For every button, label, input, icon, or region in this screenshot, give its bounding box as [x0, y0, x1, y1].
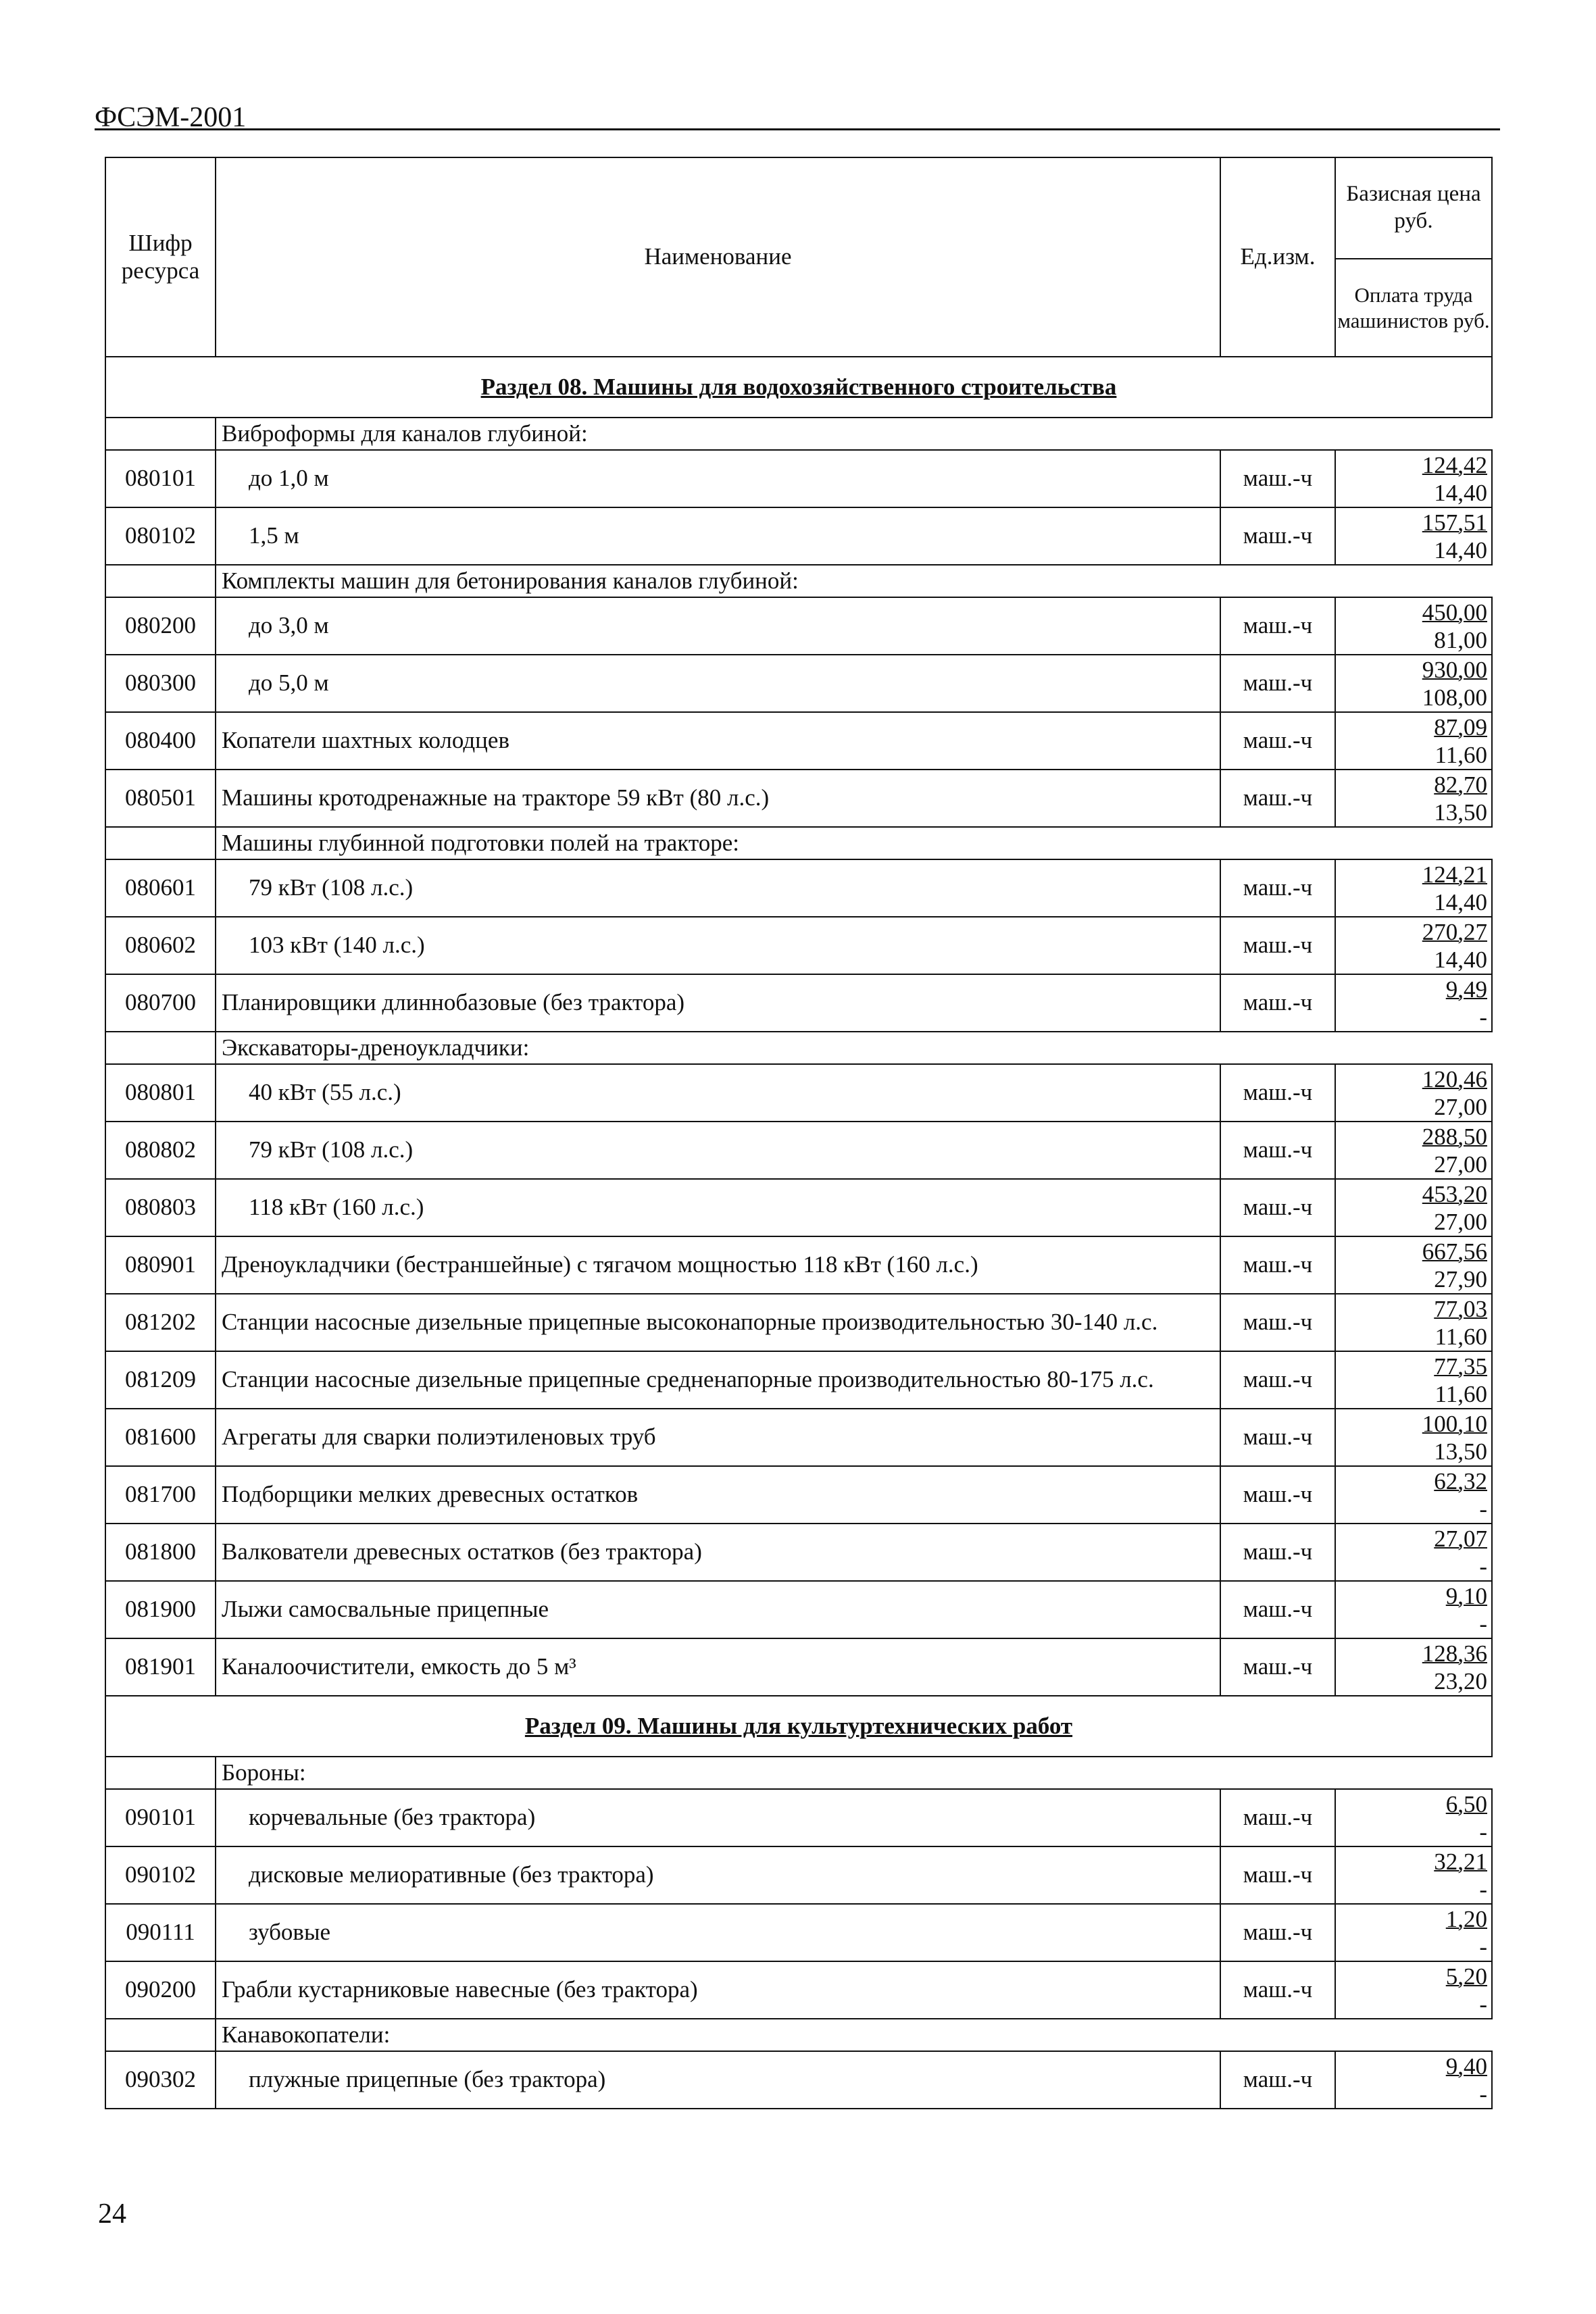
resource-code: 080101: [105, 450, 216, 507]
operator-wage: 14,40: [1434, 536, 1487, 563]
base-price: 124,42: [1422, 451, 1487, 478]
table-row: [105, 450, 1492, 507]
resource-name: до 1,0 м: [216, 450, 1220, 507]
operator-wage: -: [1479, 1003, 1487, 1030]
resource-code: 081900: [105, 1581, 216, 1638]
operator-wage: 14,40: [1434, 888, 1487, 915]
price-cell: [1335, 507, 1492, 565]
resource-name: Станции насосные дизельные прицепные высоконапорные производительностью 30-140 л.с.: [216, 1294, 1220, 1351]
base-price: 62,32: [1434, 1467, 1487, 1494]
table-row: [105, 1409, 1492, 1466]
base-price: 450,00: [1422, 599, 1487, 626]
base-price: 82,70: [1434, 771, 1487, 798]
price-cell: [1335, 450, 1492, 507]
table-row: [105, 859, 1492, 917]
operator-wage: 14,40: [1434, 946, 1487, 973]
price-cell: [1335, 1294, 1492, 1351]
base-price: 9,10: [1445, 1582, 1487, 1609]
resource-code: 080300: [105, 655, 216, 712]
section-heading-row: [105, 1696, 1492, 1757]
unit-of-measure: маш.-ч: [1220, 655, 1335, 712]
base-price: 1,20: [1445, 1905, 1487, 1932]
group-code-cell: [105, 418, 216, 450]
table-row: [105, 712, 1492, 770]
unit-of-measure: маш.-ч: [1220, 859, 1335, 917]
operator-wage: -: [1479, 1818, 1487, 1845]
resource-name: дисковые мелиоративные (без трактора): [216, 1846, 1220, 1904]
resource-code: 080803: [105, 1179, 216, 1236]
price-cell: [1335, 1789, 1492, 1846]
operator-wage: 81,00: [1434, 626, 1487, 653]
base-price: 9,40: [1445, 2053, 1487, 2080]
section-heading-text: Раздел 08. Машины для водохозяйственного строительства: [480, 373, 1117, 400]
base-price: 77,03: [1434, 1295, 1487, 1322]
unit-of-measure: маш.-ч: [1220, 1789, 1335, 1846]
operator-wage: 13,50: [1434, 1438, 1487, 1465]
price-cell: [1335, 1409, 1492, 1466]
resource-name: 40 кВт (55 л.с.): [216, 1064, 1220, 1122]
unit-of-measure: маш.-ч: [1220, 770, 1335, 827]
header-price-cell: [1335, 157, 1492, 357]
table-row: [105, 917, 1492, 974]
operator-wage: 27,90: [1434, 1265, 1487, 1292]
price-cell: [1335, 1236, 1492, 1294]
operator-wage: 14,40: [1434, 479, 1487, 506]
table-row: [105, 1294, 1492, 1351]
group-heading: Машины глубинной подготовки полей на тракторе:: [216, 827, 1492, 859]
base-price: 32,21: [1434, 1848, 1487, 1875]
resource-name: 1,5 м: [216, 507, 1220, 565]
resource-code: 080802: [105, 1122, 216, 1179]
table-header-row: [105, 157, 1492, 357]
header-rule: [95, 128, 1500, 130]
price-cell: [1335, 1846, 1492, 1904]
header-operator-wage: Оплата труда машинистов руб.: [1337, 283, 1490, 332]
resource-code: 080102: [105, 507, 216, 565]
table-row: [105, 1179, 1492, 1236]
table-row: [105, 1581, 1492, 1638]
resource-code: 090200: [105, 1961, 216, 2019]
base-price: 288,50: [1422, 1123, 1487, 1150]
resource-name: Каналоочистители, емкость до 5 м³: [216, 1638, 1220, 1696]
base-price: 128,36: [1422, 1640, 1487, 1667]
table-row: [105, 1122, 1492, 1179]
group-heading-row: [105, 1032, 1492, 1064]
resource-name: 79 кВт (108 л.с.): [216, 859, 1220, 917]
base-price: 157,51: [1422, 509, 1487, 536]
operator-wage: -: [1479, 1876, 1487, 1903]
operator-wage: 23,20: [1434, 1667, 1487, 1694]
resource-code: 080801: [105, 1064, 216, 1122]
resource-code: 081901: [105, 1638, 216, 1696]
operator-wage: 11,60: [1435, 741, 1487, 768]
base-price: 27,07: [1434, 1525, 1487, 1552]
resource-name: плужные прицепные (без трактора): [216, 2051, 1220, 2109]
unit-of-measure: маш.-ч: [1220, 1294, 1335, 1351]
section-heading: [105, 1696, 1492, 1757]
header-unit: Ед.изм.: [1220, 157, 1335, 357]
resource-name: Копатели шахтных колодцев: [216, 712, 1220, 770]
resource-name: Валкователи древесных остатков (без трактора): [216, 1524, 1220, 1581]
price-cell: [1335, 1466, 1492, 1524]
price-cell: [1335, 1524, 1492, 1581]
price-cell: [1335, 1122, 1492, 1179]
resource-code: 080700: [105, 974, 216, 1032]
price-cell: [1335, 597, 1492, 655]
header-name: Наименование: [216, 157, 1220, 357]
resource-name: 118 кВт (160 л.с.): [216, 1179, 1220, 1236]
resource-name: Планировщики длиннобазовые (без трактора): [216, 974, 1220, 1032]
base-price: 77,35: [1434, 1353, 1487, 1380]
resource-name: до 3,0 м: [216, 597, 1220, 655]
group-heading: Экскаваторы-дреноукладчики:: [216, 1032, 1492, 1064]
price-cell: [1335, 974, 1492, 1032]
price-table: [105, 157, 1493, 2109]
resource-code: 090302: [105, 2051, 216, 2109]
unit-of-measure: маш.-ч: [1220, 1236, 1335, 1294]
section-heading-row: [105, 357, 1492, 418]
table-row: [105, 1351, 1492, 1409]
unit-of-measure: маш.-ч: [1220, 974, 1335, 1032]
table-row: [105, 974, 1492, 1032]
group-heading-row: [105, 565, 1492, 597]
group-heading: Виброформы для каналов глубиной:: [216, 418, 1492, 450]
operator-wage: -: [1479, 1990, 1487, 2017]
resource-code: 090111: [105, 1904, 216, 1961]
base-price: 100,10: [1422, 1410, 1487, 1437]
group-code-cell: [105, 827, 216, 859]
price-cell: [1335, 2051, 1492, 2109]
table-row: [105, 597, 1492, 655]
unit-of-measure: маш.-ч: [1220, 1524, 1335, 1581]
base-price: 9,49: [1445, 976, 1487, 1003]
resource-code: 080200: [105, 597, 216, 655]
base-price: 453,20: [1422, 1180, 1487, 1207]
table-row: [105, 1064, 1492, 1122]
header-code: Шифр ресурса: [105, 157, 216, 357]
resource-code: 080400: [105, 712, 216, 770]
base-price: 5,20: [1445, 1963, 1487, 1990]
group-heading-row: [105, 418, 1492, 450]
table-row: [105, 1904, 1492, 1961]
unit-of-measure: маш.-ч: [1220, 1961, 1335, 2019]
table-row: [105, 1524, 1492, 1581]
unit-of-measure: маш.-ч: [1220, 1351, 1335, 1409]
operator-wage: -: [1479, 1933, 1487, 1960]
base-price: 6,50: [1445, 1790, 1487, 1817]
price-cell: [1335, 655, 1492, 712]
table-row: [105, 770, 1492, 827]
table-row: [105, 1638, 1492, 1696]
unit-of-measure: маш.-ч: [1220, 1409, 1335, 1466]
price-cell: [1335, 770, 1492, 827]
group-heading: Канавокопатели:: [216, 2019, 1492, 2051]
resource-name: до 5,0 м: [216, 655, 1220, 712]
unit-of-measure: маш.-ч: [1220, 1638, 1335, 1696]
group-heading-row: [105, 827, 1492, 859]
table-row: [105, 1846, 1492, 1904]
operator-wage: -: [1479, 1495, 1487, 1522]
unit-of-measure: маш.-ч: [1220, 507, 1335, 565]
price-cell: [1335, 1581, 1492, 1638]
price-cell: [1335, 859, 1492, 917]
operator-wage: 13,50: [1434, 799, 1487, 826]
resource-code: 090101: [105, 1789, 216, 1846]
price-cell: [1335, 1351, 1492, 1409]
unit-of-measure: маш.-ч: [1220, 2051, 1335, 2109]
unit-of-measure: маш.-ч: [1220, 1466, 1335, 1524]
resource-name: Машины кротодренажные на тракторе 59 кВт (80 л.с.): [216, 770, 1220, 827]
resource-code: 080602: [105, 917, 216, 974]
price-cell: [1335, 1064, 1492, 1122]
resource-name: Лыжи самосвальные прицепные: [216, 1581, 1220, 1638]
resource-name: 103 кВт (140 л.с.): [216, 917, 1220, 974]
table-row: [105, 1789, 1492, 1846]
resource-name: Подборщики мелких древесных остатков: [216, 1466, 1220, 1524]
unit-of-measure: маш.-ч: [1220, 1581, 1335, 1638]
unit-of-measure: маш.-ч: [1220, 917, 1335, 974]
operator-wage: 11,60: [1435, 1380, 1487, 1407]
group-heading: Бороны:: [216, 1757, 1492, 1789]
group-code-cell: [105, 2019, 216, 2051]
price-cell: [1335, 1961, 1492, 2019]
resource-code: 080501: [105, 770, 216, 827]
price-cell: [1335, 1179, 1492, 1236]
table-row: [105, 2051, 1492, 2109]
base-price: 667,56: [1422, 1238, 1487, 1265]
base-price: 930,00: [1422, 656, 1487, 683]
table-row: [105, 655, 1492, 712]
group-code-cell: [105, 1757, 216, 1789]
section-heading-text: Раздел 09. Машины для культуртехнических работ: [524, 1712, 1073, 1739]
table-row: [105, 1236, 1492, 1294]
resource-code: 081209: [105, 1351, 216, 1409]
group-code-cell: [105, 565, 216, 597]
table-row: [105, 1466, 1492, 1524]
price-cell: [1335, 917, 1492, 974]
resource-code: 081800: [105, 1524, 216, 1581]
unit-of-measure: маш.-ч: [1220, 450, 1335, 507]
page-number: 24: [98, 2198, 126, 2230]
base-price: 270,27: [1422, 918, 1487, 945]
price-cell: [1335, 712, 1492, 770]
section-heading: [105, 357, 1492, 418]
resource-name: Грабли кустарниковые навесные (без трактора): [216, 1961, 1220, 2019]
resource-name: 79 кВт (108 л.с.): [216, 1122, 1220, 1179]
group-code-cell: [105, 1032, 216, 1064]
resource-name: корчевальные (без трактора): [216, 1789, 1220, 1846]
resource-name: Дреноукладчики (бестраншейные) с тягачом мощностью 118 кВт (160 л.с.): [216, 1236, 1220, 1294]
operator-wage: 11,60: [1435, 1323, 1487, 1350]
resource-name: Станции насосные дизельные прицепные средненапорные производительностью 80-175 л.с.: [216, 1351, 1220, 1409]
resource-code: 081700: [105, 1466, 216, 1524]
operator-wage: 27,00: [1434, 1151, 1487, 1178]
resource-code: 080601: [105, 859, 216, 917]
header-base-price: Базисная цена руб.: [1336, 158, 1491, 259]
resource-code: 090102: [105, 1846, 216, 1904]
unit-of-measure: маш.-ч: [1220, 1846, 1335, 1904]
operator-wage: 108,00: [1422, 684, 1487, 711]
group-heading: Комплекты машин для бетонирования каналов глубиной:: [216, 565, 1492, 597]
price-cell: [1335, 1638, 1492, 1696]
unit-of-measure: маш.-ч: [1220, 597, 1335, 655]
operator-wage: -: [1479, 1610, 1487, 1637]
unit-of-measure: маш.-ч: [1220, 1179, 1335, 1236]
unit-of-measure: маш.-ч: [1220, 1064, 1335, 1122]
price-cell: [1335, 1904, 1492, 1961]
resource-name: зубовые: [216, 1904, 1220, 1961]
unit-of-measure: маш.-ч: [1220, 1122, 1335, 1179]
resource-code: 080901: [105, 1236, 216, 1294]
resource-name: Агрегаты для сварки полиэтиленовых труб: [216, 1409, 1220, 1466]
document-header: ФСЭМ-2001: [95, 102, 247, 133]
group-heading-row: [105, 2019, 1492, 2051]
operator-wage: -: [1479, 1553, 1487, 1580]
base-price: 124,21: [1422, 861, 1487, 888]
operator-wage: -: [1479, 2080, 1487, 2107]
base-price: 120,46: [1422, 1065, 1487, 1092]
operator-wage: 27,00: [1434, 1093, 1487, 1120]
group-heading-row: [105, 1757, 1492, 1789]
base-price: 87,09: [1434, 713, 1487, 740]
resource-code: 081202: [105, 1294, 216, 1351]
resource-code: 081600: [105, 1409, 216, 1466]
table-row: [105, 507, 1492, 565]
unit-of-measure: маш.-ч: [1220, 1904, 1335, 1961]
unit-of-measure: маш.-ч: [1220, 712, 1335, 770]
operator-wage: 27,00: [1434, 1208, 1487, 1235]
table-row: [105, 1961, 1492, 2019]
